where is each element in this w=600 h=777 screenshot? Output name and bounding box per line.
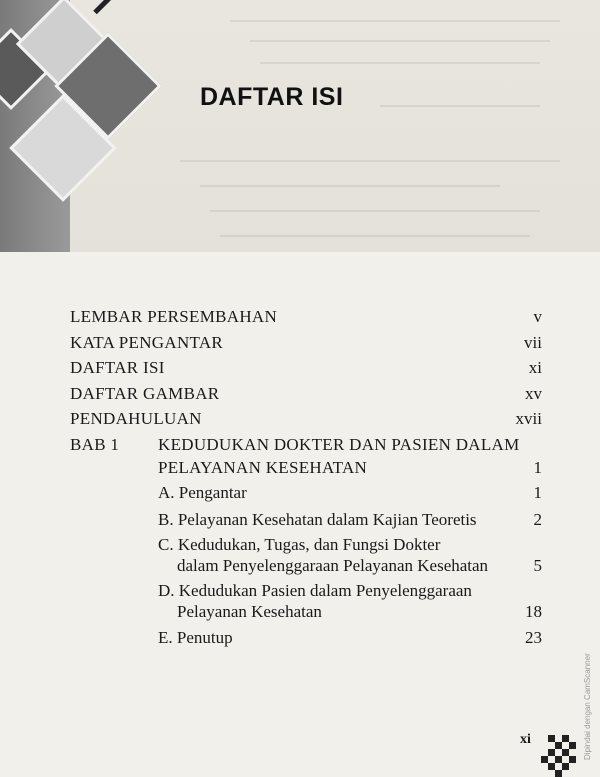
toc-entry-label: PENDAHULUAN — [70, 409, 202, 428]
section-label-continued: Pelayanan Kesehatan — [177, 602, 322, 621]
toc-entry-page: vii — [524, 333, 542, 352]
chapter-number: BAB 1 — [70, 435, 120, 454]
section-label: E. Penutup — [158, 628, 233, 647]
scanner-watermark: Dipindai dengan CamScanner — [583, 653, 592, 760]
section-label: B. Pelayanan Kesehatan dalam Kajian Teoretis — [158, 510, 477, 529]
footer-page-number: xi — [520, 732, 531, 747]
toc-entry-page: xvii — [515, 409, 542, 428]
section-page: 1 — [533, 483, 542, 502]
toc-entry-label: DAFTAR GAMBAR — [70, 384, 220, 403]
section-page: 5 — [533, 556, 542, 575]
section-page: 2 — [533, 510, 542, 529]
section-label: D. Kedudukan Pasien dalam Penyelenggaraan — [158, 581, 472, 600]
page-title: DAFTAR ISI — [200, 83, 344, 111]
section-label: A. Pengantar — [158, 483, 247, 502]
toc-entry-page: v — [533, 307, 542, 326]
chapter-title-line: PELAYANAN KESEHATAN — [158, 458, 368, 477]
toc-entry-label: LEMBAR PERSEMBAHAN — [70, 307, 278, 326]
section-label: C. Kedudukan, Tugas, dan Fungsi Dokter — [158, 535, 441, 554]
chapter-page: 1 — [533, 458, 542, 477]
toc-entry-page: xi — [528, 358, 542, 377]
section-label-continued: dalam Penyelenggaraan Pelayanan Kesehatan — [177, 556, 489, 575]
chapter-title-line: KEDUDUKAN DOKTER DAN PASIEN DALAM — [158, 435, 520, 454]
toc-entry-page: xv — [525, 384, 542, 403]
section-page: 23 — [525, 628, 542, 647]
section-page: 18 — [525, 602, 542, 621]
toc-entry-label: DAFTAR ISI — [70, 358, 165, 377]
toc-entry-label: KATA PENGANTAR — [70, 333, 224, 352]
